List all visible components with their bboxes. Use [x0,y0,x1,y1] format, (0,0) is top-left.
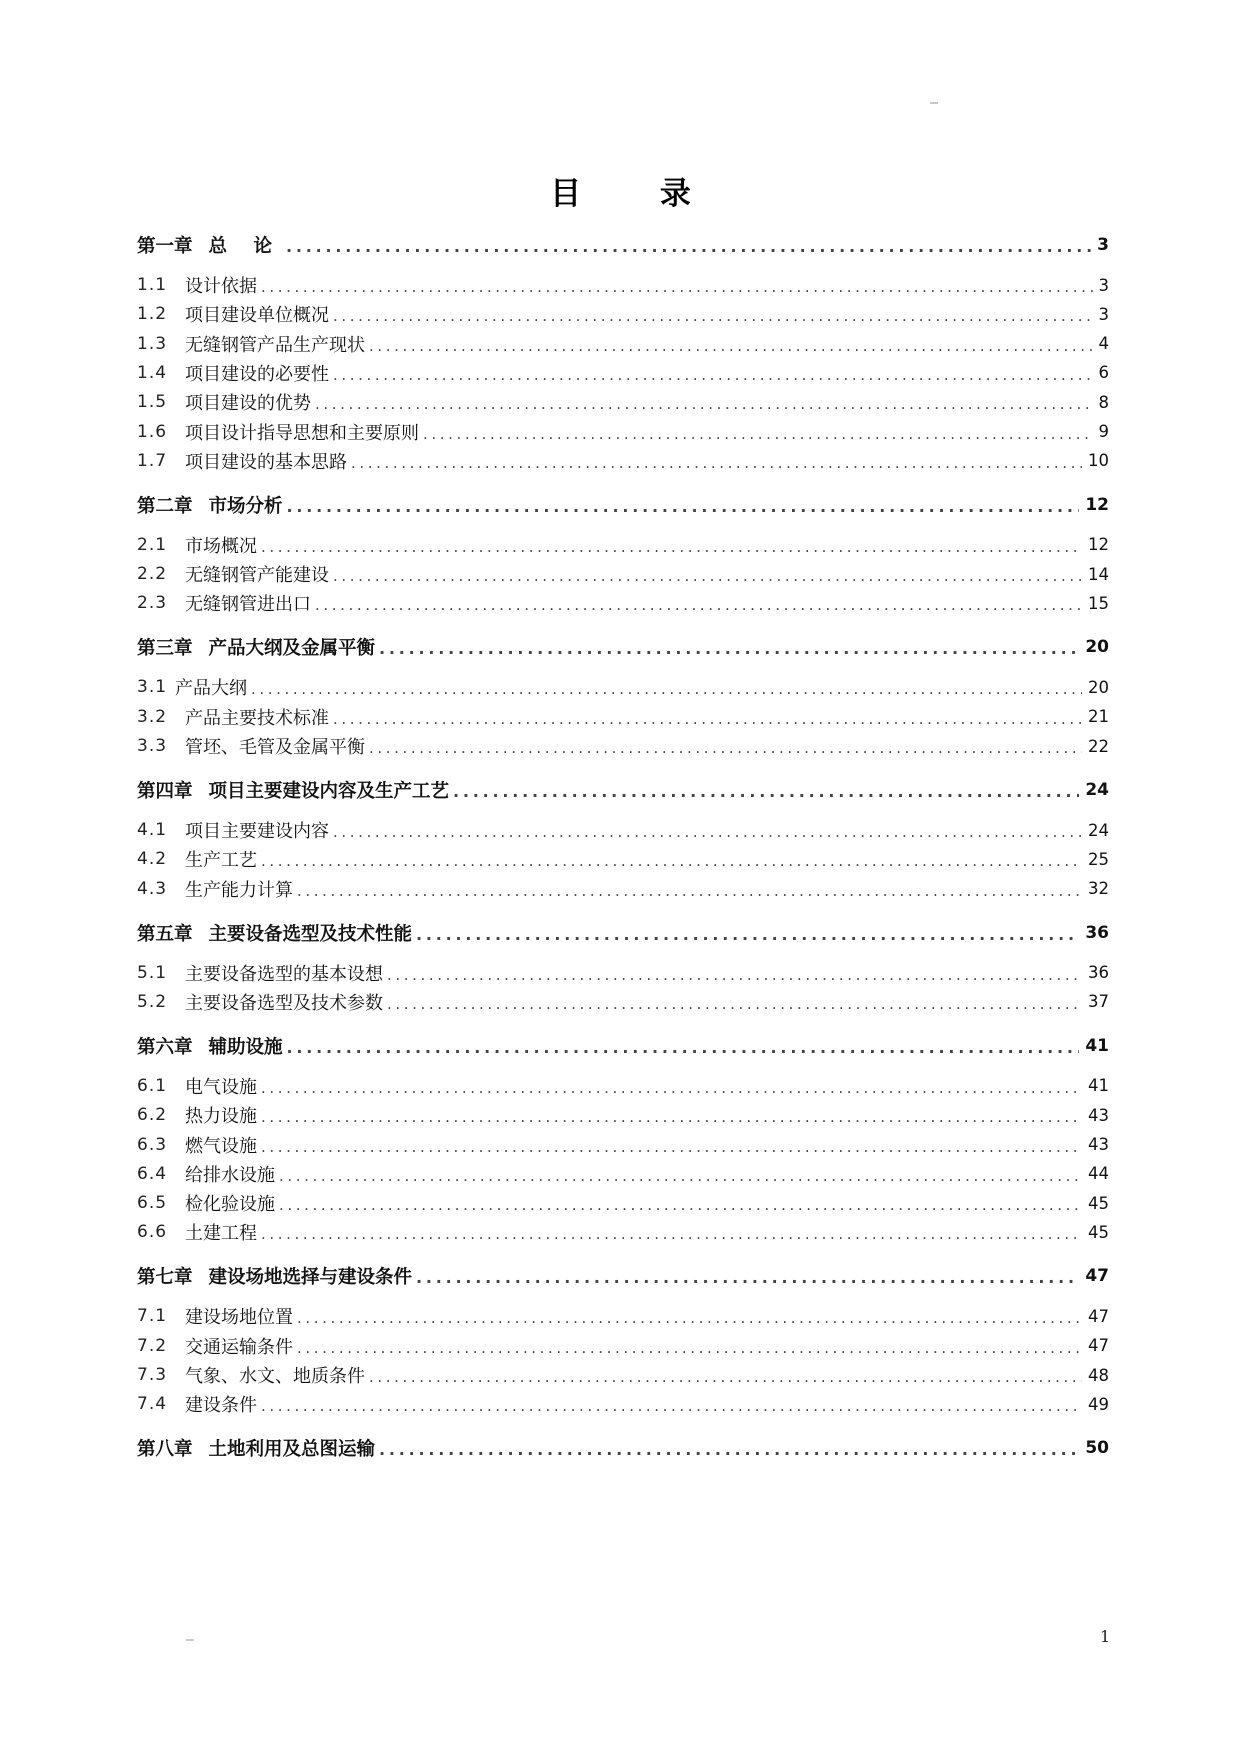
toc-entry-title: 产品主要技术标准 [185,707,329,729]
scan-mark-top [930,102,938,104]
toc-entry-number: 1.4 [137,362,168,383]
scan-mark-bottom [186,1639,194,1641]
toc-entry-title: 生产工艺 [185,850,257,872]
toc-dot-leader [297,1301,1082,1331]
toc-entry-title: 主要设备选型及技术性能 [208,923,413,945]
toc-entry-title: 建设场地位置 [185,1307,293,1329]
toc-entry-title: 产品大纲 [175,678,247,700]
toc-dot-leader [261,1071,1082,1101]
toc-section-entry[interactable] [137,387,1109,417]
toc-entry-title: 产品大纲及金属平衡 [208,638,376,660]
toc-entry-title: 土地利用及总图运输 [208,1439,376,1461]
toc-entry-page: 43 [1088,1135,1109,1154]
toc-section-entry[interactable] [137,270,1109,300]
toc-entry-number: 6.4 [137,1163,168,1184]
toc-entry-page: 14 [1088,564,1109,584]
toc-entry-number: 7.1 [137,1306,168,1327]
toc-section-entry[interactable] [137,559,1109,589]
toc-entry-title: 项目建设的必要性 [185,363,329,385]
toc-entry-number: 1.6 [137,421,168,442]
toc-chapter-entry[interactable] [137,1433,1109,1463]
toc-entry-page: 45 [1088,1222,1109,1242]
toc-entry-page: 48 [1088,1365,1109,1385]
toc-section-entry[interactable] [137,702,1109,732]
toc-dot-leader [423,417,1093,447]
toc-entry-page: 3 [1098,275,1109,295]
toc-entry-number: 2.1 [137,534,168,555]
toc-section-entry[interactable] [137,815,1109,845]
toc-dot-leader [453,775,1079,805]
toc-entry-number: 第八章 [137,1439,193,1461]
toc-entry-number: 第六章 [137,1036,193,1058]
toc-dot-leader [261,1217,1082,1247]
toc-entry-title: 项目主要建设内容及生产工艺 [208,781,450,802]
toc-section-entry[interactable] [137,874,1109,904]
toc-entry-title: 燃气设施 [185,1135,257,1157]
toc-section-entry[interactable] [137,1331,1109,1361]
toc-dot-leader [387,987,1082,1017]
toc-entry-page: 24 [1088,820,1109,840]
toc-entry-page: 41 [1088,1076,1109,1096]
toc-entry-number: 3.2 [137,706,168,727]
toc-dot-leader [416,1261,1079,1291]
toc-dot-leader [333,299,1093,329]
toc-section-entry[interactable] [137,1100,1109,1130]
toc-section-entry[interactable] [137,1301,1109,1331]
toc-dot-leader [333,358,1093,388]
toc-entry-page: 3 [1097,235,1109,255]
toc-entry-title: 无缝钢管进出口 [185,594,311,616]
toc-entry-page: 6 [1098,363,1109,383]
toc-dot-leader [351,446,1082,476]
toc-dot-leader [279,1159,1082,1189]
toc-dot-leader [261,1130,1082,1160]
toc-entry-title: 市场分析 [208,495,283,517]
toc-entry-page: 45 [1088,1193,1109,1213]
toc-entry-title: 检化验设施 [185,1194,275,1216]
toc-dot-leader [261,530,1082,560]
toc-entry-number: 第二章 [137,495,193,517]
toc-entry-page: 41 [1085,1035,1109,1056]
toc-entry-title: 建设条件 [185,1395,257,1417]
toc-entry-page: 36 [1085,922,1109,943]
toc-entry-number: 1.2 [137,304,168,325]
toc-entry-page: 24 [1085,780,1109,800]
toc-entry-number: 1.3 [137,333,168,354]
toc-chapter-entry[interactable] [137,490,1109,520]
toc-entry-title: 主要设备选型及技术参数 [185,992,383,1014]
toc-entry-title: 市场概况 [185,535,257,557]
toc-entry-number: 3.1 [137,677,168,698]
toc-dot-leader [297,874,1082,904]
toc-dot-leader [369,329,1093,359]
toc-dot-leader [315,588,1082,618]
toc-dot-leader [251,672,1082,702]
toc-entry-page: 21 [1088,707,1109,727]
toc-entry-title: 生产能力计算 [185,879,293,901]
toc-entry-page: 12 [1085,494,1109,515]
toc-entry-title: 建设场地选择与建设条件 [208,1267,413,1289]
toc-dot-leader [333,559,1082,589]
toc-entry-title: 气象、水文、地质条件 [185,1366,365,1387]
toc-entry-page: 44 [1088,1164,1109,1184]
toc-entry-number: 6.5 [137,1193,168,1214]
toc-dot-leader [261,1100,1082,1130]
toc-dot-leader [333,702,1082,732]
toc-dot-leader [379,632,1079,662]
toc-entry-number: 7.3 [137,1365,168,1385]
toc-entry-number: 4.3 [137,878,168,899]
toc-section-entry[interactable] [137,530,1109,560]
toc-entry-title: 给排水设施 [185,1164,275,1186]
toc-dot-leader [261,844,1082,874]
toc-chapter-entry[interactable] [137,918,1109,948]
toc-dot-leader [333,815,1082,845]
toc-entry-number: 7.4 [137,1394,168,1415]
page-number: 1 [1100,1627,1111,1646]
toc-entry-title: 管坯、毛管及金属平衡 [185,737,365,758]
toc-entry-number: 第三章 [137,638,193,660]
toc-section-entry[interactable] [137,1217,1109,1247]
toc-section-entry[interactable] [137,731,1109,761]
toc-entry-number: 2.2 [137,564,168,585]
toc-entry-number: 6.3 [137,1134,168,1155]
toc-section-entry[interactable] [137,1188,1109,1218]
toc-entry-page: 32 [1088,879,1109,899]
toc-section-entry[interactable] [137,672,1109,702]
toc-entry-number: 第七章 [137,1267,193,1289]
toc-entry-title: 总 论 [208,236,282,257]
toc-section-entry[interactable] [137,446,1109,476]
toc-entry-title: 电气设施 [185,1076,257,1098]
toc-entry-page: 37 [1088,992,1109,1012]
toc-entry-page: 49 [1088,1394,1109,1414]
toc-entry-title: 项目建设单位概况 [185,305,329,327]
toc-entry-page: 47 [1085,1266,1109,1287]
toc-entry-page: 43 [1088,1105,1109,1125]
toc-chapter-entry[interactable] [137,632,1109,662]
toc-section-entry[interactable] [137,417,1109,447]
toc-entry-page: 50 [1085,1438,1109,1459]
toc-entry-page: 15 [1088,593,1109,613]
toc-dot-leader [369,1360,1082,1390]
toc-entry-page: 9 [1098,422,1109,441]
page-title: 目 录 [550,176,725,212]
toc-section-entry[interactable] [137,329,1109,359]
toc-section-entry[interactable] [137,588,1109,618]
toc-entry-number: 1.7 [137,450,168,471]
toc-dot-leader [279,1188,1082,1218]
toc-entry-page: 3 [1098,304,1109,324]
toc-entry-title: 项目建设的优势 [185,393,311,415]
toc-entry-title: 热力设施 [185,1106,257,1128]
toc-section-entry[interactable] [137,1159,1109,1189]
toc-entry-page: 47 [1088,1336,1109,1356]
toc-chapter-entry[interactable] [137,1031,1109,1061]
toc-chapter-entry[interactable] [137,230,1109,260]
toc-section-entry[interactable] [137,1071,1109,1101]
toc-entry-number: 4.1 [137,820,168,840]
toc-dot-leader [369,731,1082,761]
toc-dot-leader [261,270,1093,300]
toc-entry-title: 设计依据 [185,276,257,297]
toc-entry-title: 无缝钢管产能建设 [185,565,329,587]
toc-entry-number: 5.1 [137,962,168,983]
toc-entry-title: 项目设计指导思想和主要原则 [185,422,419,444]
toc-dot-leader [287,490,1080,520]
toc-entry-number: 2.3 [137,593,168,614]
toc-chapter-entry[interactable] [137,775,1109,805]
toc-entry-page: 4 [1098,334,1109,354]
toc-entry-page: 20 [1088,677,1109,697]
toc-entry-number: 3.3 [137,736,168,756]
toc-entry-page: 20 [1085,637,1109,658]
toc-section-entry[interactable] [137,358,1109,388]
toc-entry-number: 1.1 [137,275,168,295]
toc-entry-number: 6.1 [137,1075,168,1096]
toc-entry-title: 主要设备选型的基本设想 [185,963,383,985]
toc-entry-number: 7.2 [137,1335,168,1356]
toc-dot-leader [416,918,1079,948]
toc-entry-title: 项目主要建设内容 [185,821,329,842]
toc-entry-number: 4.2 [137,849,168,870]
toc-section-entry[interactable] [137,844,1109,874]
toc-entry-page: 8 [1098,392,1109,412]
toc-dot-leader [286,230,1091,260]
toc-entry-title: 项目建设的基本思路 [185,451,347,473]
toc-entry-page: 10 [1088,451,1109,471]
toc-entry-number: 第一章 [137,236,193,257]
toc-entry-title: 交通运输条件 [185,1336,293,1358]
toc-chapter-entry[interactable] [137,1261,1109,1291]
toc-dot-leader [379,1433,1079,1463]
toc-dot-leader [261,1389,1082,1419]
toc-section-entry[interactable] [137,958,1109,988]
toc-section-entry[interactable] [137,1360,1109,1390]
toc-entry-number: 1.5 [137,392,168,413]
toc-entry-title: 土建工程 [185,1223,257,1245]
toc-entry-number: 6.6 [137,1222,168,1243]
toc-section-entry[interactable] [137,1389,1109,1419]
toc-entry-number: 6.2 [137,1105,168,1126]
toc-entry-page: 47 [1088,1306,1109,1326]
toc-entry-number: 第四章 [137,781,193,802]
toc-section-entry[interactable] [137,987,1109,1017]
toc-dot-leader [387,958,1082,988]
toc-dot-leader [297,1331,1082,1361]
toc-entry-number: 5.2 [137,991,168,1012]
toc-entry-page: 36 [1088,963,1109,983]
toc-section-entry[interactable] [137,299,1109,329]
toc-entry-title: 无缝钢管产品生产现状 [185,334,365,356]
toc-section-entry[interactable] [137,1130,1109,1160]
toc-dot-leader [315,387,1093,417]
toc-entry-page: 25 [1088,849,1109,869]
toc-entry-page: 22 [1088,736,1109,756]
toc-entry-page: 12 [1088,535,1109,555]
toc-entry-title: 辅助设施 [208,1036,283,1058]
toc-entry-number: 第五章 [137,923,193,945]
toc-dot-leader [287,1031,1080,1061]
